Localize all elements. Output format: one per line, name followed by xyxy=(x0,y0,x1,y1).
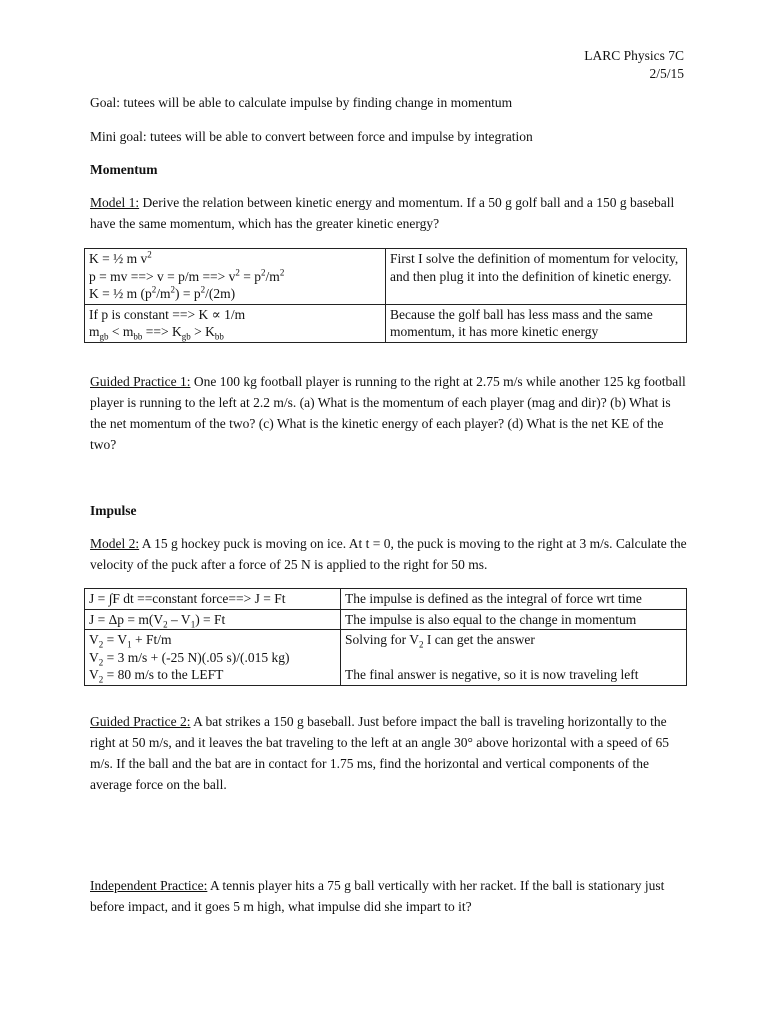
table-cell xyxy=(85,630,341,686)
document-date: 2/5/15 xyxy=(649,66,684,81)
table-row xyxy=(85,609,687,630)
section-heading-momentum: Momentum xyxy=(90,162,158,177)
model-2-table xyxy=(84,588,687,686)
equation-line: $V_2 = V_1 + Ft/m$ xyxy=(89,632,172,650)
equation-line: K = ½ m $(p^2/m^2) = p^2/(2m)$ xyxy=(89,284,236,301)
model-1-prompt xyxy=(90,192,690,234)
model-1-label: Model 1: xyxy=(90,195,140,210)
table-row xyxy=(85,589,687,610)
guided-practice-2-label: Guided Practice 2: xyxy=(90,714,191,729)
guided-practice-1 xyxy=(90,371,690,455)
model-2-label: Model 2: xyxy=(90,536,140,551)
independent-practice xyxy=(90,875,690,917)
explanation-line: Solving for $V_2$ I can get the answer xyxy=(345,632,535,650)
guided-practice-2-text: A bat strikes a 150 g baseball. Just before impact the ball is traveling horizontally to the right at 50 m/s, and it leaves the bat traveling to the left at an angle 30° above horizontal with a speed of 65 m/s. If the ball and the bat are in contact for 1.75 ms, find the horizontal and vertical components of the average force on the ball. xyxy=(90,714,669,792)
equation-line: If p is constant ==> K ∝ 1/m xyxy=(89,306,246,322)
guided-practice-2 xyxy=(90,711,690,795)
table-cell xyxy=(85,304,386,342)
model-1-text: Derive the relation between kinetic energy and momentum. If a 50 g golf ball and a 150 g baseball have the same momentum, which has the greater kinetic energy? xyxy=(90,195,675,231)
table-cell xyxy=(341,630,687,686)
equation-line: $V_2 = 3$ m/s + (-25 N)(.05 s)/(.015 kg) xyxy=(89,649,290,668)
goal-text: Goal: tutees will be able to calculate impulse by finding change in momentum xyxy=(90,95,513,110)
equation-line: K = ½ m $v^2$ xyxy=(89,249,152,266)
equation-line: $m_{gb} < m_{bb}$ ==> $K_{gb} > K_{bb}$ xyxy=(89,324,224,342)
model-2-prompt xyxy=(90,533,690,575)
table-cell: J = ∫F dt ==constant force==> J = Ft xyxy=(85,589,341,610)
guided-practice-1-label: Guided Practice 1: xyxy=(90,374,191,389)
table-row xyxy=(85,304,687,342)
table-cell xyxy=(85,249,386,305)
section-heading-impulse: Impulse xyxy=(90,503,137,518)
table-row xyxy=(85,630,687,686)
page-header xyxy=(584,47,684,83)
model-2-text: A 15 g hockey puck is moving on ice. At t = 0, the puck is moving to the right at 3 m/s. Calculate the velocity of the puck after a force of 25 N is applied to the right for 50 ms. xyxy=(90,536,687,572)
independent-practice-label: Independent Practice: xyxy=(90,878,208,893)
explanation-line: The final answer is negative, so it is now traveling left xyxy=(345,667,639,682)
table-cell: The impulse is also equal to the change in momentum xyxy=(341,609,687,630)
equation-line: $V_2 = 80$ m/s to the LEFT xyxy=(89,667,224,685)
table-cell: The impulse is defined as the integral of force wrt time xyxy=(341,589,687,610)
model-1-table xyxy=(84,248,687,343)
mini-goal-text: Mini goal: tutees will be able to convert between force and impulse by integration xyxy=(90,129,533,144)
independent-practice-text: A tennis player hits a 75 g ball vertically with her racket. If the ball is stationary just before impact, and it goes 5 m high, what impulse did she impart to it? xyxy=(90,878,665,914)
table-cell: First I solve the definition of momentum for velocity, and then plug it into the definition of kinetic energy. xyxy=(386,249,687,305)
table-cell: $J = \Delta p = m(V_2 - V_1) = Ft$ xyxy=(85,609,341,630)
guided-practice-1-text: One 100 kg football player is running to the right at 2.75 m/s while another 125 kg football player is running to the left at 2.2 m/s. (a) What is the momentum of each player (mag and dir)? (b) What is the net momentum of the two? (c) What is the kinetic energy of each player? (d) What is the net KE of the two? xyxy=(90,374,686,452)
equation-line: p = mv ==> v = p/m ==> $v^2 = p^2/m^2$ xyxy=(89,267,285,284)
course-title: LARC Physics 7C xyxy=(584,48,684,63)
table-cell: Because the golf ball has less mass and the same momentum, it has more kinetic energy xyxy=(386,304,687,342)
table-row xyxy=(85,249,687,305)
